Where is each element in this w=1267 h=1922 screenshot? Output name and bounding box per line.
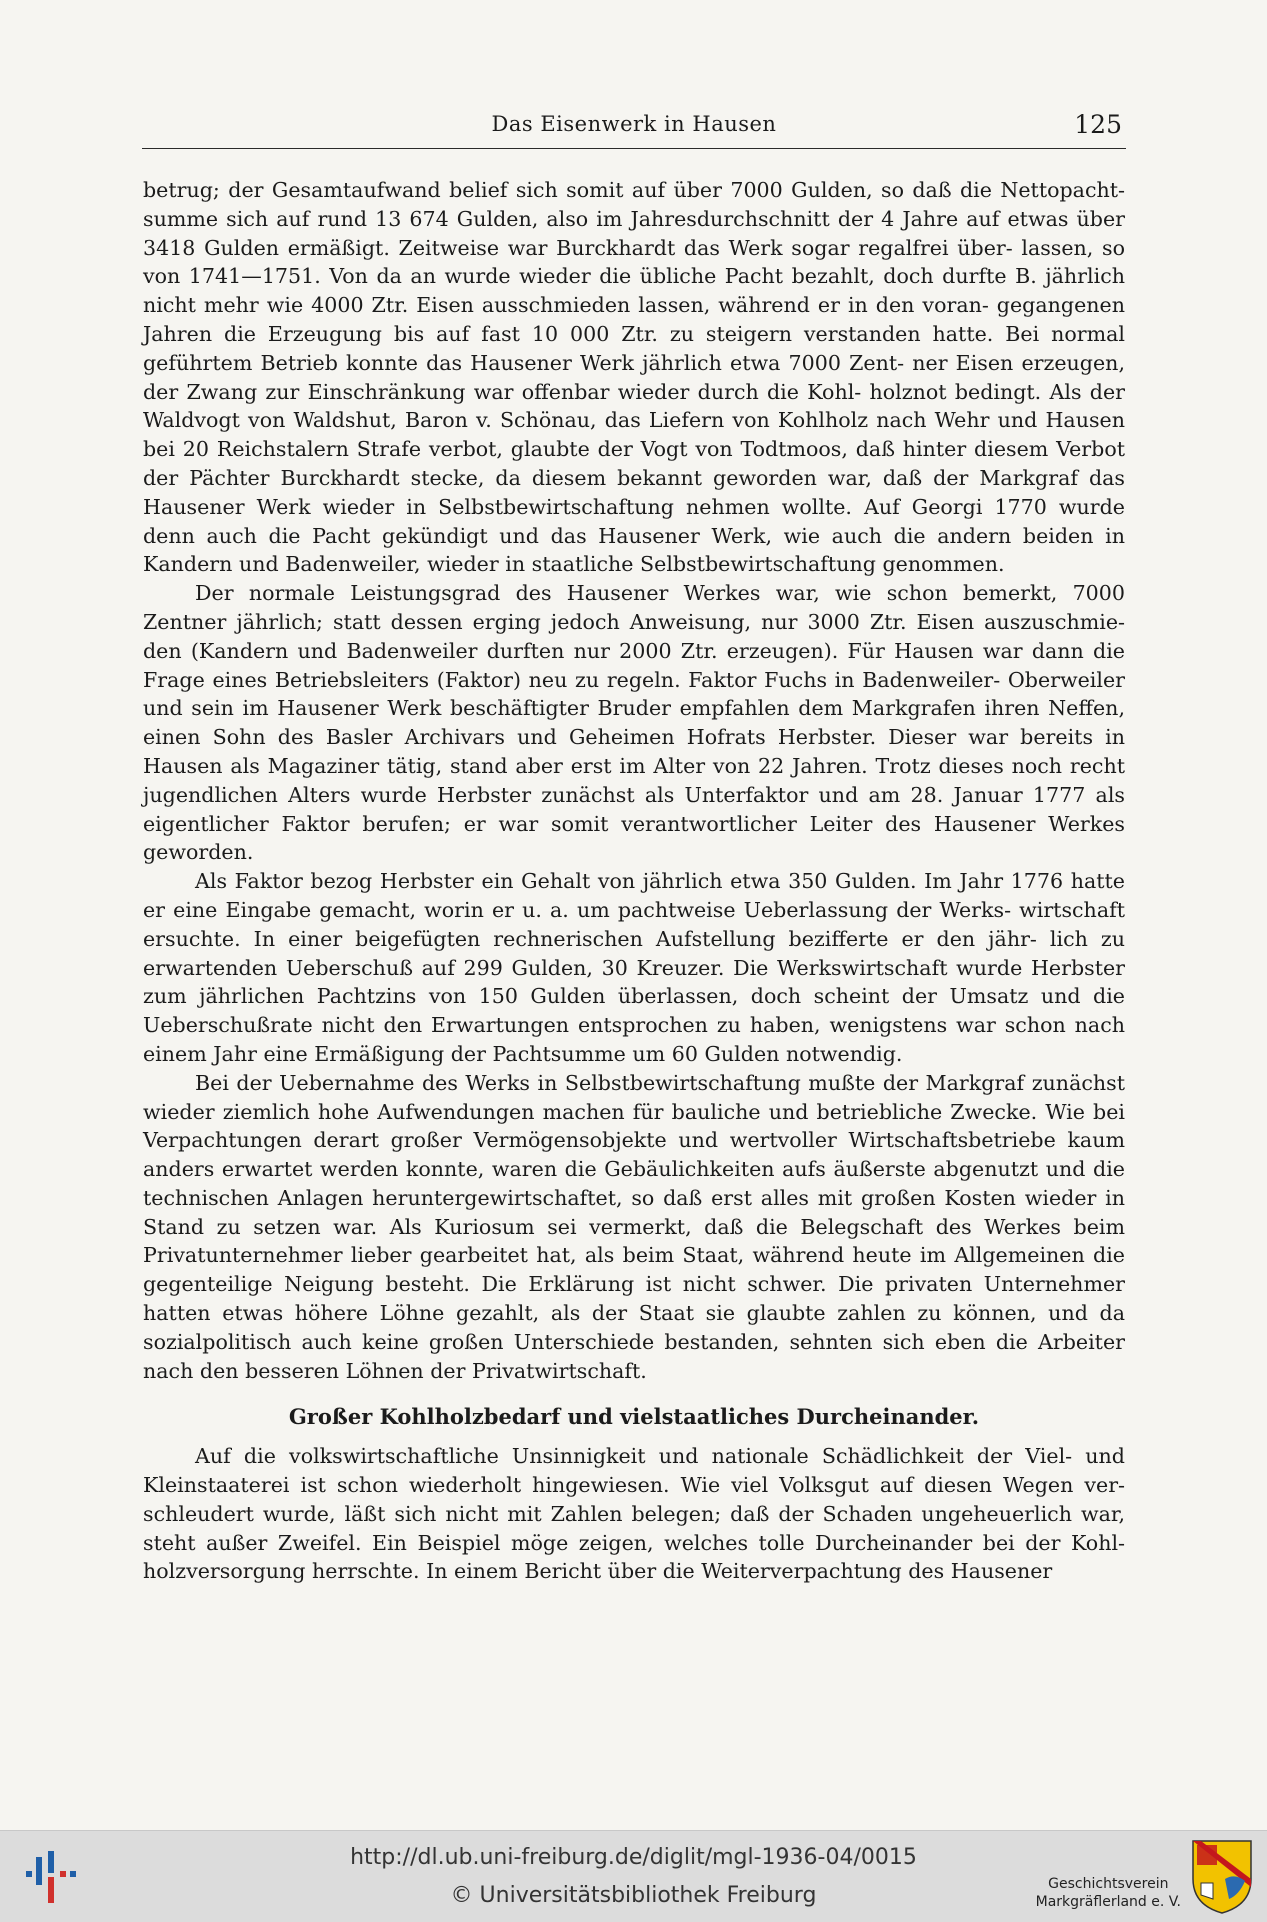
paragraph-4: Bei der Uebernahme des Werks in Selbstbewirtschaftung mußte der Markgraf zunächst wieder ziemlich hohe Aufwendungen machen für bauliche und betriebliche Zwecke. Wie bei Verpachtungen derart großer Vermögensobjekte und wertvoller Wirtschaftsbetriebe kaum anders erwartet werden konnte, waren die Gebäulichkeiten aufs äußerste abgenutzt und die technischen Anlagen heruntergewirtschaftet, so daß erst alles mit großen Kosten wieder in Stand zu setzen war. Als Kuriosum sei vermerkt, daß die Belegschaft des Werkes beim Privatunternehmer lieber gearbeitet hat, als beim Staat, während heute im Allgemeinen die gegenteilige Neigung besteht. Die Erklärung ist nicht schwer. Die privaten Unternehmer hatten etwas höhere Löhne gezahlt, als der Staat sie glaubte zahlen zu können, und da sozialpolitisch auch keine großen Unterschiede bestanden, sehnten sich eben die Arbeiter nach den besseren Löhnen der Privatwirtschaft. xyxy=(143,1070,1125,1383)
body-text xyxy=(143,176,1125,1586)
paragraph-2: Der normale Leistungsgrad des Hausener Werkes war, wie schon bemerkt, 7000 Zentner jährlich; statt dessen erging jedoch Anweisung, nur 3000 Ztr. Eisen auszuschmie- den (Kandern und Badenweiler durften nur 2000 Ztr. erzeugen). Für Hausen war dann die Frage eines Betriebsleiters (Faktor) neu zu regeln. Faktor Fuchs in Badenweiler- Oberweiler und sein im Hausener Werk beschäftigter Bruder empfahlen dem Markgrafen ihren Neffen, einen Sohn des Basler Archivars und Geheimen Hofrats Herbster. Dieser war bereits in Hausen als Magaziner tätig, stand aber erst im Alter von 22 Jahren. Trotz dieses noch recht jugendlichen Alters wurde Herbster zunächst als Unterfaktor und am 28. Januar 1777 als eigentlicher Faktor berufen; er war somit verantwortlicher Leiter des Hausener Werkes geworden. xyxy=(143,581,1125,865)
permalink-url[interactable]: http://dl.ub.uni-freiburg.de/diglit/mgl-1936-04/0015 xyxy=(350,1845,917,1870)
paragraph-3: Als Faktor bezog Herbster ein Gehalt von jährlich etwa 350 Gulden. Im Jahr 1776 hatte er eine Eingabe gemacht, worin er u. a. um pachtweise Ueberlassung der Werks- wirtschaft ersuchte. In einer beigefügten rechnerischen Aufstellung bezifferte er den jähr- lich zu erwartenden Ueberschuß auf 299 Gulden, 30 Kreuzer. Die Werkswirtschaft wurde Herbster zum jährlichen Pachtzins von 150 Gulden überlassen, doch scheint der Umsatz und die Ueberschußrate nicht den Erwartungen entsprochen zu haben, wenigstens war schon nach einem Jahr eine Ermäßigung der Pachtsumme um 60 Gulden notwendig. xyxy=(143,869,1125,1066)
society-name xyxy=(1036,1875,1181,1911)
paragraph-5: Auf die volkswirtschaftliche Unsinnigkeit und nationale Schädlichkeit der Viel- und Kleinstaaterei ist schon wiederholt hingewiesen. Wie viel Volksgut auf diesen Wegen ver- schleudert wurde, läßt sich nicht mit Zahlen belegen; daß der Schaden ungeheuerlich war, steht außer Zweifel. Ein Beispiel möge zeigen, welches tolle Durcheinander bei der Kohl- holzversorgung herrschte. In einem Bericht über die Weiterverpachtung des Hausener xyxy=(143,1444,1125,1584)
society-line-1: Geschichtsverein xyxy=(1048,1876,1169,1892)
page-number: 125 xyxy=(1074,110,1122,139)
paragraph-1: betrug; der Gesamtaufwand belief sich somit auf über 7000 Gulden, so daß die Nettopacht- summe sich auf rund 13 674 Gulden, also im Jahresdurchschnitt der 4 Jahre auf etwas über 3418 Gulden ermäßigt. Zeitweise war Burckhardt das Werk sogar regalfrei über- lassen, so von 1741—1751. Von da an wurde wieder die übliche Pacht bezahlt, doch durfte B. jährlich nicht mehr wie 4000 Ztr. Eisen ausschmieden lassen, während er in den voran- gegangenen Jahren die Erzeugung bis auf fast 10 000 Ztr. zu steigern verstanden hatte. Bei normal geführtem Betrieb konnte das Hausener Werk jährlich etwa 7000 Zent- ner Eisen erzeugen, der Zwang zur Einschränkung war offenbar wieder durch die Kohl- holznot bedingt. Als der Waldvogt von Waldshut, Baron v. Schönau, das Liefern von Kohlholz nach Wehr und Hausen bei 20 Reichstalern Strafe verbot, glaubte der Vogt von Todtmoos, daß hinter diesem Verbot der Pächter Burckhardt stecke, da diesem bekannt geworden war, daß der Markgraf das Hausener Werk wieder in Selbstbewirtschaftung nehmen wollte. Auf Georgi 1770 wurde denn auch die Pacht gekündigt und das Hausener Werk, wie auch die andern beiden in Kandern und Badenweiler, wieder in staatliche Selbstbewirtschaftung genommen. xyxy=(143,178,1125,577)
copyright-notice: © Universitätsbibliothek Freiburg xyxy=(450,1883,817,1908)
running-header xyxy=(142,108,1126,149)
coat-of-arms-icon xyxy=(1191,1839,1253,1915)
running-title: Das Eisenwerk in Hausen xyxy=(491,112,777,136)
society-line-2: Markgräflerland e. V. xyxy=(1035,1894,1181,1910)
section-heading: Großer Kohlholzbedarf und vielstaatliches Durcheinander. xyxy=(288,1404,980,1430)
footer-bar xyxy=(0,1830,1267,1922)
